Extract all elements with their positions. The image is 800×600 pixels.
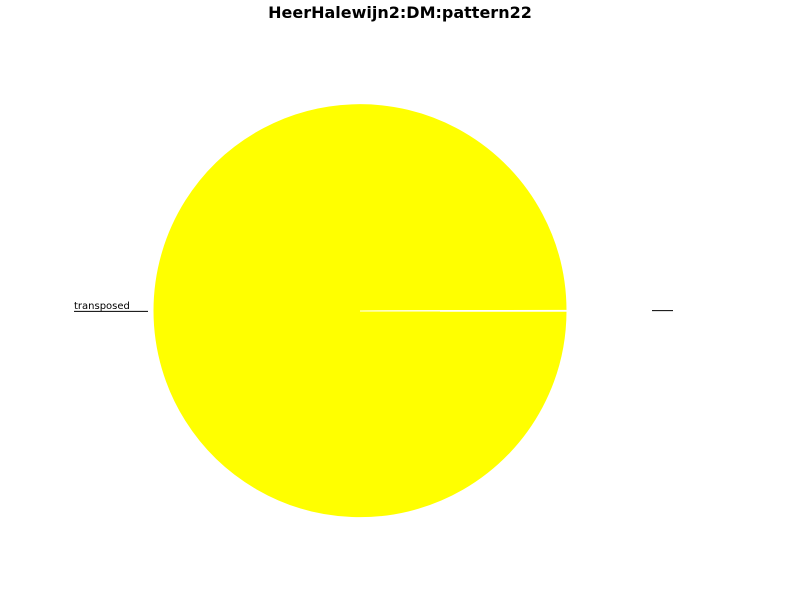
- chart-title: HeerHalewijn2:DM:pattern22: [268, 3, 532, 22]
- pie-slices: [153, 104, 567, 518]
- pie-label-group: [74, 301, 148, 312]
- pie-slice-label: transposed: [74, 300, 130, 312]
